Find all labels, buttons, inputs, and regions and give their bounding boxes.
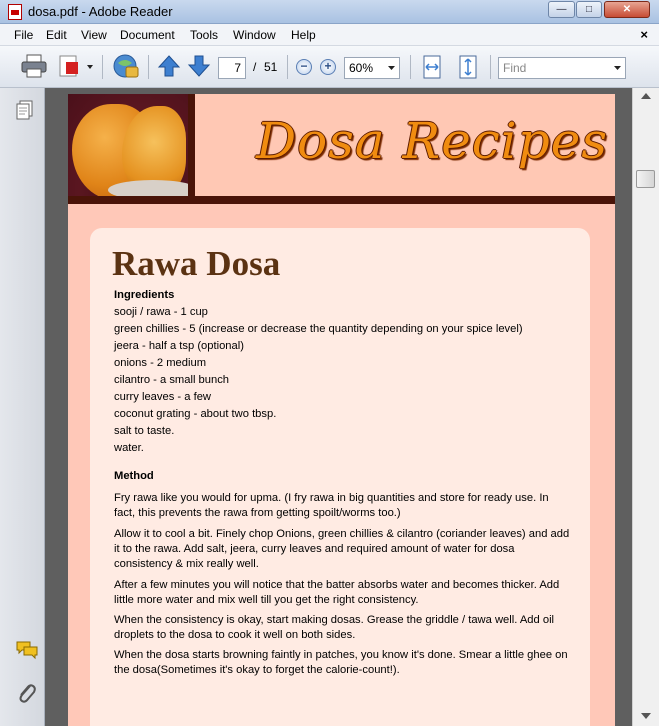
attachments-icon[interactable]	[16, 681, 36, 703]
menu-window[interactable]: Window	[233, 28, 276, 42]
toolbar-separator	[102, 55, 103, 79]
fit-width-icon[interactable]	[421, 54, 443, 80]
find-placeholder: Find	[503, 61, 527, 75]
menu-view[interactable]: View	[81, 28, 107, 42]
vertical-scrollbar[interactable]	[632, 88, 659, 726]
method-step: When the consistency is okay, start making dosas. Grease the griddle / tawa well. Add oil droplets to the dosa to cook it well on both sides.	[114, 614, 555, 641]
scroll-up-icon[interactable]	[640, 92, 652, 100]
close-document-button[interactable]: ×	[640, 27, 648, 42]
menu-tools[interactable]: Tools	[190, 28, 219, 42]
zoom-out-icon[interactable]: −	[296, 59, 312, 75]
method-heading: Method	[114, 470, 154, 482]
zoom-select[interactable]	[344, 57, 400, 79]
close-window-button[interactable]: ✕	[604, 1, 650, 18]
recipe-card	[90, 228, 590, 726]
create-pdf-icon[interactable]	[58, 54, 94, 78]
menu-file[interactable]: File	[14, 28, 34, 42]
toolbar-separator	[148, 55, 149, 79]
pdf-page	[68, 94, 615, 726]
navigation-pane	[0, 88, 45, 726]
ingredient-item: green chillies - 5 (increase or decrease the quantity depending on your spice level)	[114, 323, 523, 335]
toolbar-separator	[490, 55, 491, 79]
toolbar-separator	[287, 55, 288, 79]
ingredient-item: coconut grating - about two tbsp.	[114, 408, 277, 420]
pages-icon[interactable]	[16, 100, 34, 120]
chevron-down-icon[interactable]	[614, 66, 621, 70]
ingredient-item: water.	[114, 442, 144, 454]
pdf-app-icon	[8, 4, 22, 20]
dosa-photo	[68, 94, 188, 196]
ingredients-section	[114, 287, 523, 457]
toolbar	[0, 46, 659, 88]
chevron-down-icon	[388, 66, 395, 70]
ingredient-item: sooji / rawa - 1 cup	[114, 306, 208, 318]
ingredient-item: onions - 2 medium	[114, 357, 207, 369]
page-number-input[interactable]: 7	[218, 57, 246, 79]
recipe-title: Rawa Dosa	[112, 244, 281, 283]
header-rule	[68, 196, 615, 204]
next-page-icon[interactable]	[187, 54, 211, 78]
menu-edit[interactable]: Edit	[46, 28, 67, 42]
ingredient-item: jeera - half a tsp (optional)	[114, 340, 244, 352]
method-step: When the dosa starts browning faintly in patches, you know it's done. Smear a little ghee on the dosa(Sometimes it's okay to forget the calorie-count!).	[114, 649, 568, 676]
find-input[interactable]	[498, 57, 626, 79]
method-step: Allow it to cool a bit. Finely chop Onions, green chillies & cilantro (coriander leaves) and add it to the rawa. Add salt, jeera, curry leaves and required amount of water for dosa consistency & mix really well.	[114, 528, 570, 570]
header-divider	[188, 94, 195, 196]
page-total: 51	[264, 60, 278, 74]
title-bar	[0, 0, 659, 24]
document-viewer[interactable]	[45, 88, 632, 726]
scrollbar-thumb[interactable]	[636, 170, 655, 188]
header-title: Dosa Recipes	[256, 112, 609, 170]
page-header	[68, 94, 615, 204]
ingredient-item: curry leaves - a few	[114, 391, 211, 403]
ingredients-heading: Ingredients	[114, 289, 175, 301]
comments-icon[interactable]	[16, 640, 38, 660]
minimize-button[interactable]: —	[548, 1, 575, 18]
print-icon[interactable]	[21, 54, 47, 78]
share-icon[interactable]	[112, 53, 140, 79]
toolbar-separator	[410, 55, 411, 79]
menu-bar	[0, 24, 659, 46]
menu-help[interactable]: Help	[291, 28, 316, 42]
zoom-value: 60%	[349, 61, 374, 75]
previous-page-icon[interactable]	[157, 54, 181, 78]
zoom-in-icon[interactable]: +	[320, 59, 336, 75]
scroll-down-icon[interactable]	[640, 712, 652, 720]
maximize-button[interactable]: □	[576, 1, 602, 18]
ingredient-item: cilantro - a small bunch	[114, 374, 230, 386]
page-separator: /	[253, 60, 257, 74]
method-step: After a few minutes you will notice that the batter absorbs water and becomes thicker. Add little more water and mix well till you get the right consistency.	[114, 579, 560, 606]
fit-page-icon[interactable]	[457, 54, 479, 80]
menu-document[interactable]: Document	[120, 28, 175, 42]
ingredient-item: salt to taste.	[114, 425, 175, 437]
method-step: Fry rawa like you would for upma. (I fry rawa in big quantities and store for ready use. In fact, this prevents the rawa from getting spoilt/worms too.)	[114, 492, 549, 519]
window-title: dosa.pdf - Adobe Reader	[28, 4, 173, 19]
